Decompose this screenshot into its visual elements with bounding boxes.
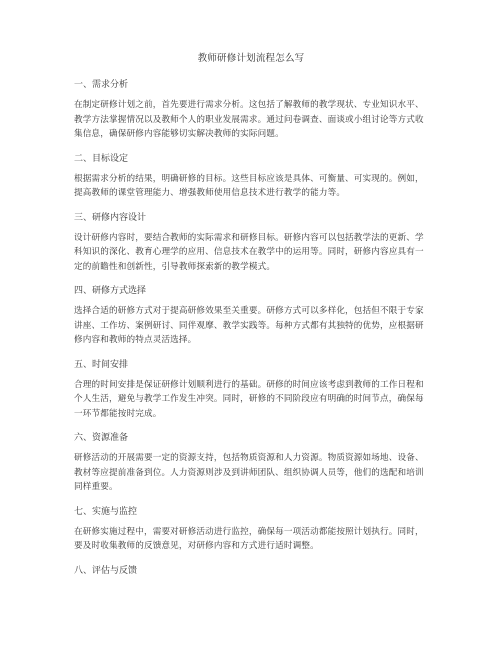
section-heading: 八、评估与反馈 (74, 565, 138, 576)
section-method-selection (74, 284, 428, 348)
document-title: 教师研修计划流程怎么写 (197, 53, 305, 64)
section-heading: 二、目标设定 (74, 153, 129, 164)
section-content-design (74, 211, 428, 275)
section-paragraph: 设计研修内容时，要结合教师的实际需求和研修目标。研修内容可以包括教学法的更新、学科知识的深化、教育心理学的应用、信息技术在教学中的运用等。同时，研修内容应具有一定的前瞻性和创新性，引导教师探索新的教学模式。 (74, 232, 424, 272)
section-heading: 六、资源准备 (74, 433, 129, 443)
section-needs-analysis (74, 78, 428, 142)
section-heading: 五、时间安排 (74, 359, 129, 370)
section-resources (74, 431, 428, 495)
section-paragraph: 根据需求分析的结果，明确研修的目标。这些目标应该是具体、可衡量、可实现的。例如，提高教师的课堂管理能力、增强教师使用信息技术进行教学的能力等。 (74, 173, 424, 198)
section-scheduling (74, 358, 428, 422)
section-heading: 一、需求分析 (74, 80, 129, 90)
section-paragraph: 研修活动的开展需要一定的资源支持，包括物质资源和人力资源。物质资源如场地、设备、教材等应提前准备到位。人力资源则涉及到讲师团队、组织协调人员等，他们的选配和培训同样重要。 (74, 453, 424, 492)
section-heading: 四、研修方式选择 (74, 286, 147, 296)
section-paragraph: 合理的时间安排是保证研修计划顺利进行的基础。研修的时间应该考虑到教师的工作日程和个人生活，避免与教学工作发生冲突。同时，研修的不同阶段应有明确的时间节点，确保每一环节都能按时完成。 (74, 379, 424, 419)
section-heading: 三、研修内容设计 (74, 212, 147, 223)
section-paragraph: 在制定研修计划之前，首先要进行需求分析。这包括了解教师的教学现状、专业知识水平、教学方法掌握情况以及教师个人的职业发展需求。通过问卷调查、面谈或小组讨论等方式收集信息，确保研修内容能够切实解决教师的实际问题。 (74, 100, 424, 139)
section-implementation (74, 505, 428, 554)
section-goal-setting (74, 152, 428, 201)
section-heading: 七、实施与监控 (74, 506, 138, 517)
section-paragraph: 选择合适的研修方式对于提高研修效果至关重要。研修方式可以多样化，包括但不限于专家讲座、工作坊、案例研讨、同伴观摩、教学实践等。每种方式都有其独特的优势，应根据研修内容和教师的特点灵活选择。 (74, 306, 424, 345)
section-evaluation (74, 564, 428, 578)
section-paragraph: 在研修实施过程中，需要对研修活动进行监控，确保每一项活动都能按照计划执行。同时，要及时收集教师的反馈意见，对研修内容和方式进行适时调整。 (74, 526, 424, 551)
